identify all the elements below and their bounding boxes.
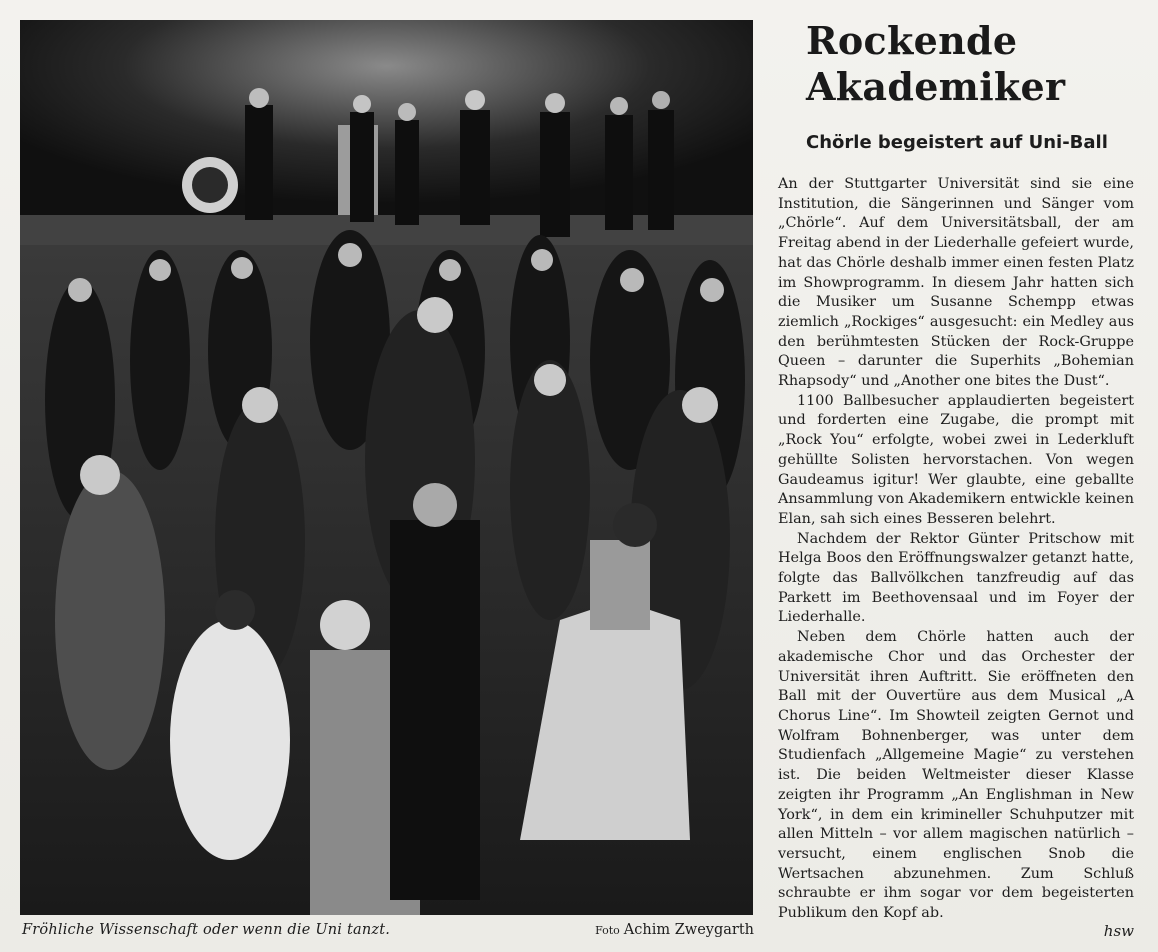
photo-illustration [20,20,753,915]
article-paragraph-4: Neben dem Chörle hatten auch der akademische Chor und das Orchester der Universität ihren Auftritt. Sie eröffneten den Ball mit der Ouvertüre aus dem Musical „A Chorus Line“. Im Showteil zeigten Gernot und Wolfram Bohnenberger, was unter dem Studienfach „Allgemeine Magie“ zu verstehen ist. Die beiden Weltmeister dieser Klasse zeigten ihr Programm „An Englishman in New York“, in dem ein krimineller Schuhputzer mit allen Mitteln – vor allem magischen natürlich – versucht, einem englischen Snob die Wertsachen abzunehmen. Zum Schluß schraubte er ihm sogar vor dem begeisterten Publikum den Kopf ab. [778,629,1134,922]
headline-line-1: Rockende [806,18,1018,63]
credit-prefix: Foto [595,924,620,937]
author-signature: hsw [1103,922,1134,940]
credit-name: Achim Zweygarth [623,922,754,938]
subheadline: Chörle begeistert auf Uni-Ball [806,132,1108,153]
article-paragraph-3: Nachdem der Rektor Günter Pritschow mit Helga Boos den Eröffnungswalzer getanzt hatte, folgte das Ballvölkchen tanzfreudig auf das Parkett im Beethovensaal und im Foyer der Liederhalle. [778,530,1134,626]
headline-line-2: Akademiker [806,64,1066,109]
headline [806,18,1136,110]
photo-credit [595,922,754,938]
article-paragraph-1: An der Stuttgarter Universität sind sie eine Institution, die Sängerinnen und Sänger vom „Chörle“. Auf dem Universitätsball, der am Freitag abend in der Liederhalle gefeiert wurde, hat das Chörle deshalb immer einen festen Platz im Showprogramm. In diesem Jahr hatten sich die Musiker um Susanne Schempp etwas ziemlich „Rockiges“ ausgesucht: ein Medley aus den berühmtesten Stücken der Rock-Gruppe Queen – darunter die Superhits „Bohemian Rhapsody“ und „Another one bites the Dust“. [778,176,1134,390]
article-paragraph-2: 1100 Ballbesucher applaudierten begeistert und forderten eine Zugabe, die prompt mit „Rock You“ erfolgte, wobei zwei in Lederkluft gehüllte Solisten hervorstachen. Von wegen Gaudeamus igitur! Wer glaubte, eine geballte Ansammlung von Akademikern entwickle keinen Elan, sah sich eines Besseren belehrt. [778,392,1134,527]
photo-caption: Fröhliche Wissenschaft oder wenn die Uni tanzt. [22,922,391,938]
article-body [778,175,1134,924]
ballroom-dance-photo [20,20,753,915]
